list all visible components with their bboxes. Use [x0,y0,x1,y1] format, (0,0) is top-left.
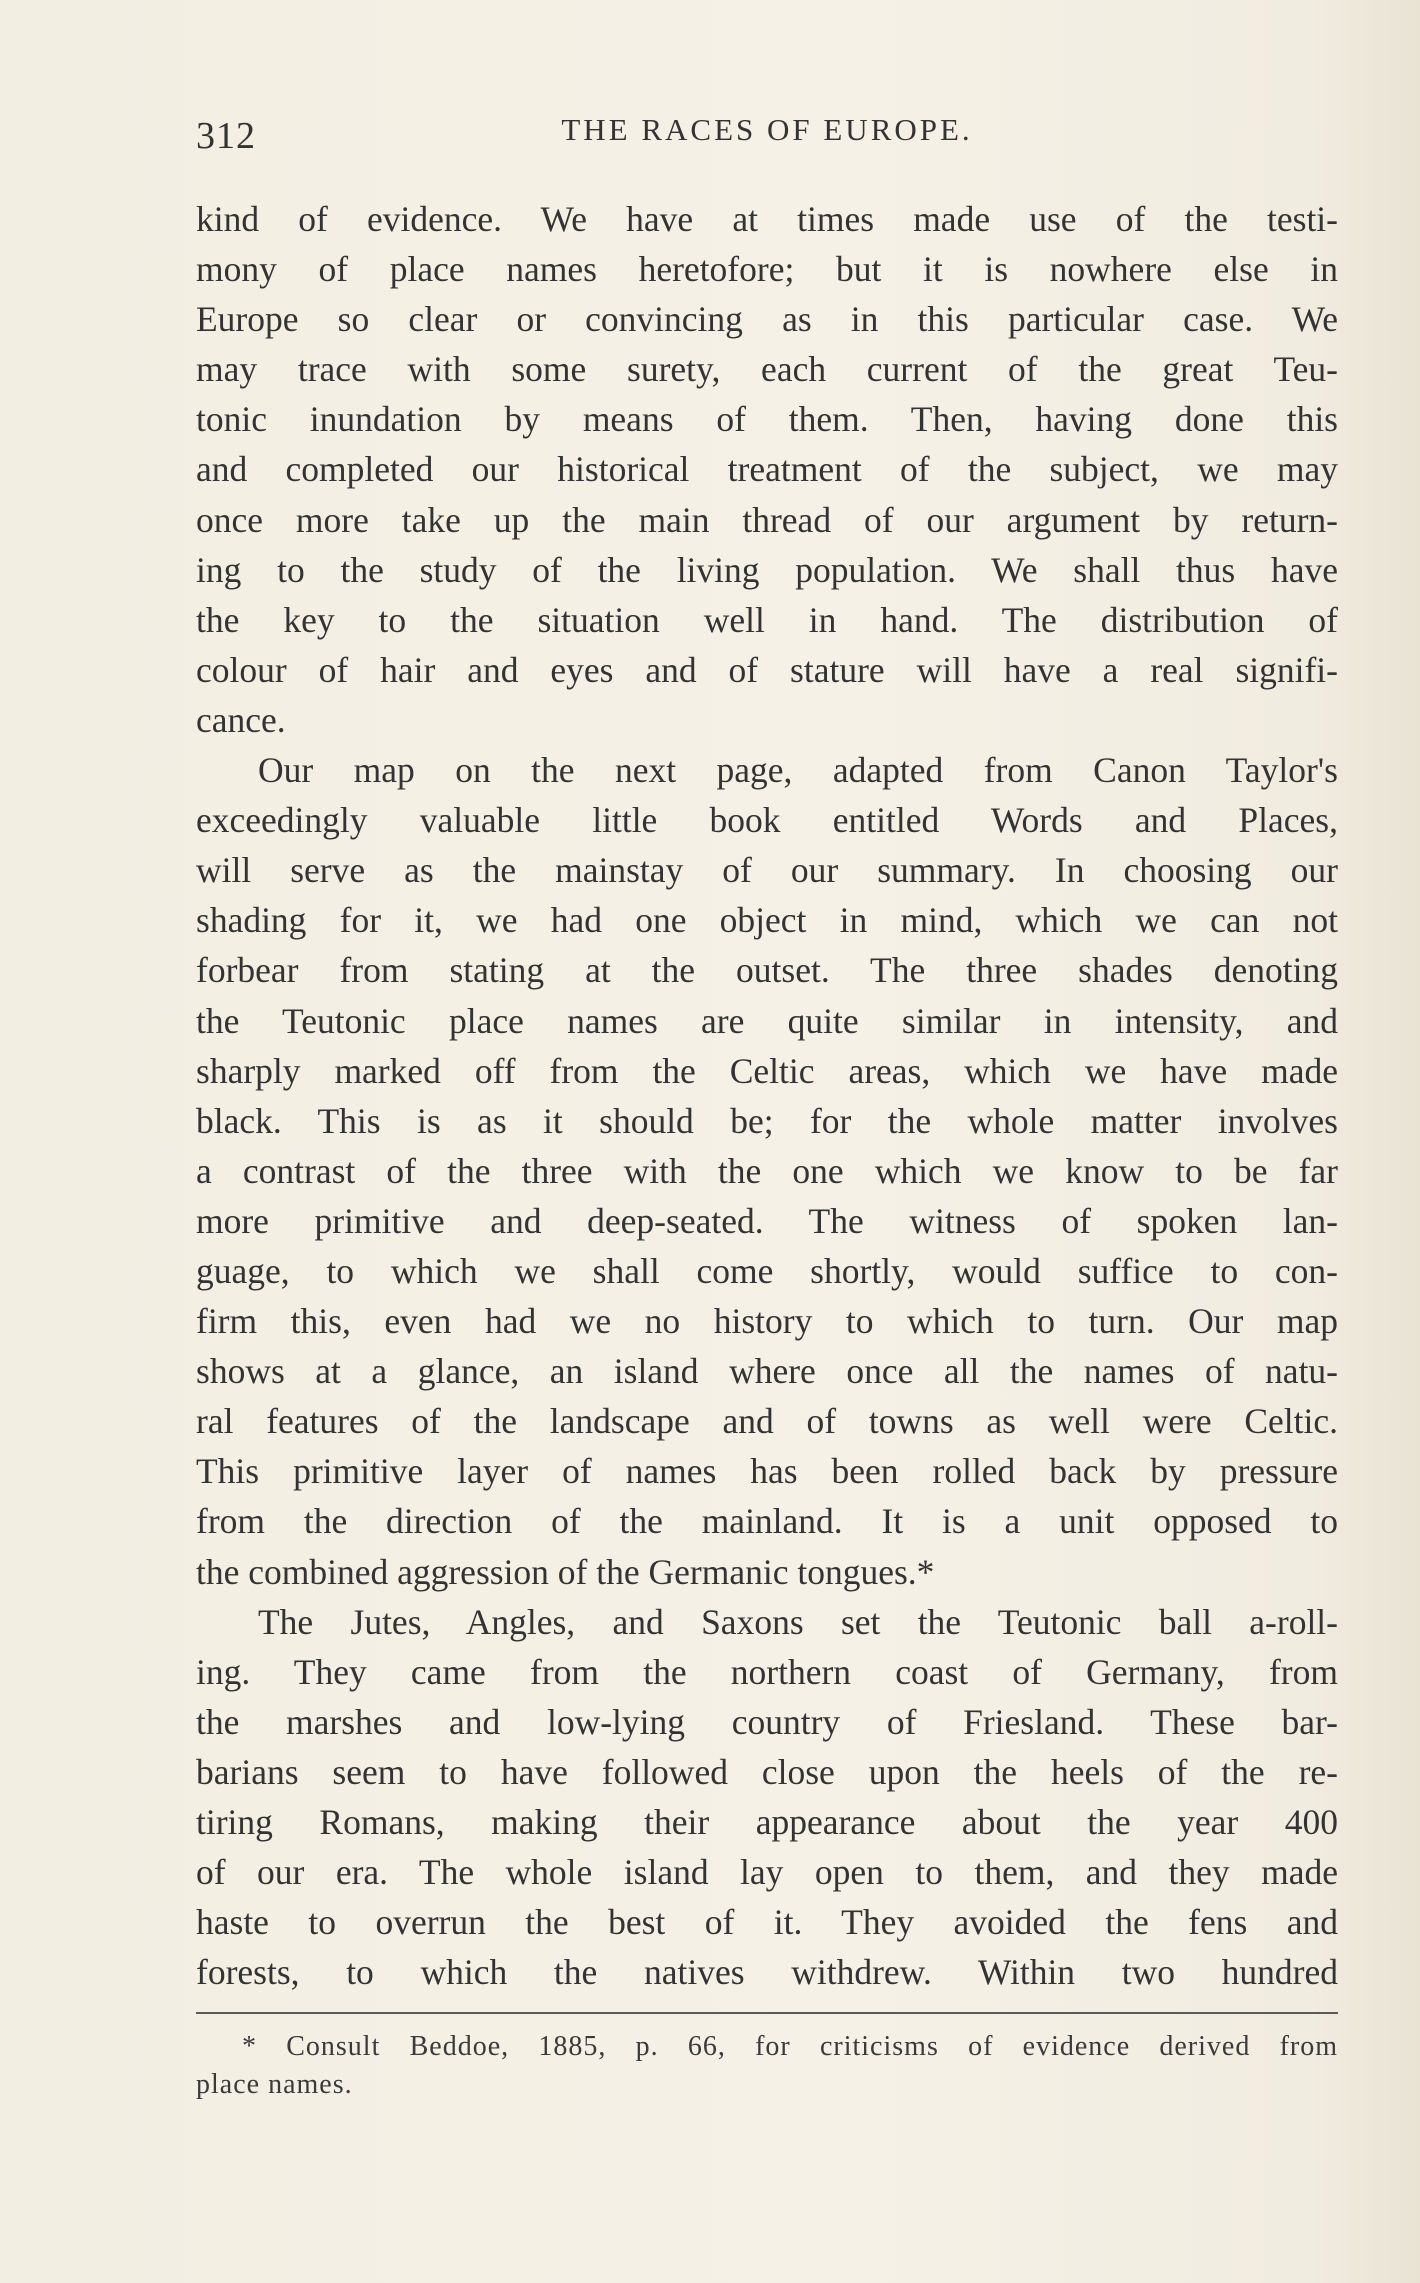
text-line: barians seem to have followed close upon the heels of the re- [196,1751,1338,1792]
text-line: sharply marked off from the Celtic areas, which we have made [196,1050,1338,1091]
text-line: cance. [196,699,286,740]
text-line: ral features of the landscape and of towns as well were Celtic. [196,1401,1338,1442]
running-title: THE RACES OF EUROPE. [561,112,973,147]
text-line: the key to the situation well in hand. The distribution of [196,599,1338,640]
text-line: kind of evidence. We have at times made use of the testi- [196,199,1338,239]
text-line: forests, to which the natives withdrew. Within two hundred [196,1952,1338,1993]
text-line: tiring Romans, making their appearance about the year 400 [196,1802,1338,1842]
text-line: from the direction of the mainland. It is a unit opposed to [196,1501,1338,1542]
footnotes [196,2028,1338,2104]
footnote-line: place names. [196,2069,353,2100]
text-line: firm this, even had we no history to which to turn. Our map [196,1301,1338,1342]
text-line: colour of hair and eyes and of stature will have a real signifi- [196,649,1338,690]
text-line: guage, to which we shall come shortly, would suffice to con- [196,1250,1338,1291]
text-line: the marshes and low-lying country of Friesland. These bar- [196,1701,1338,1742]
paragraph-start-line: The Jutes, Angles, and Saxons set the Teutonic ball a-roll- [258,1601,1338,1642]
text-line: shading for it, we had one object in mind, which we can not [196,900,1338,941]
text-line: the combined aggression of the Germanic tongues.* [196,1551,935,1592]
text-line: of our era. The whole island lay open to them, and they made [196,1852,1338,1893]
page-number: 312 [196,115,256,157]
text-line: mony of place names heretofore; but it is nowhere else in [196,249,1338,290]
text-line: This primitive layer of names has been rolled back by pressure [196,1451,1338,1492]
text-line: will serve as the mainstay of our summary. In choosing our [196,850,1338,891]
text-line: ing. They came from the northern coast of Germany, from [196,1651,1338,1692]
running-head [196,108,1338,158]
text-line: and completed our historical treatment of the subject, we may [196,449,1338,490]
text-line: forbear from stating at the outset. The three shades denoting [196,950,1338,991]
text-line: haste to overrun the best of it. They avoided the fens and [196,1902,1338,1943]
text-line: black. This is as it should be; for the whole matter involves [196,1100,1338,1141]
text-line: may trace with some surety, each current of the great Teu- [196,349,1338,390]
text-line: once more take up the main thread of our argument by return- [196,499,1338,540]
body-text [196,194,1338,1997]
text-line: exceedingly valuable little book entitled Words and Places, [196,800,1338,841]
text-line: a contrast of the three with the one which we know to be far [196,1150,1338,1191]
footnote-divider [196,2012,1338,2014]
paragraph-start-line: Our map on the next page, adapted from Canon Taylor's [258,750,1338,791]
text-line: Europe so clear or convincing as in this particular case. We [196,299,1338,340]
text-line: shows at a glance, an island where once all the names of natu- [196,1351,1338,1392]
text-line: ing to the study of the living population. We shall thus have [196,549,1338,590]
text-line: more primitive and deep-seated. The witness of spoken lan- [196,1200,1338,1241]
text-line: the Teutonic place names are quite similar in intensity, and [196,1000,1338,1041]
text-line: tonic inundation by means of them. Then, having done this [196,399,1338,440]
footnote-line: * Consult Beddoe, 1885, p. 66, for criticisms of evidence derived from [242,2031,1338,2062]
